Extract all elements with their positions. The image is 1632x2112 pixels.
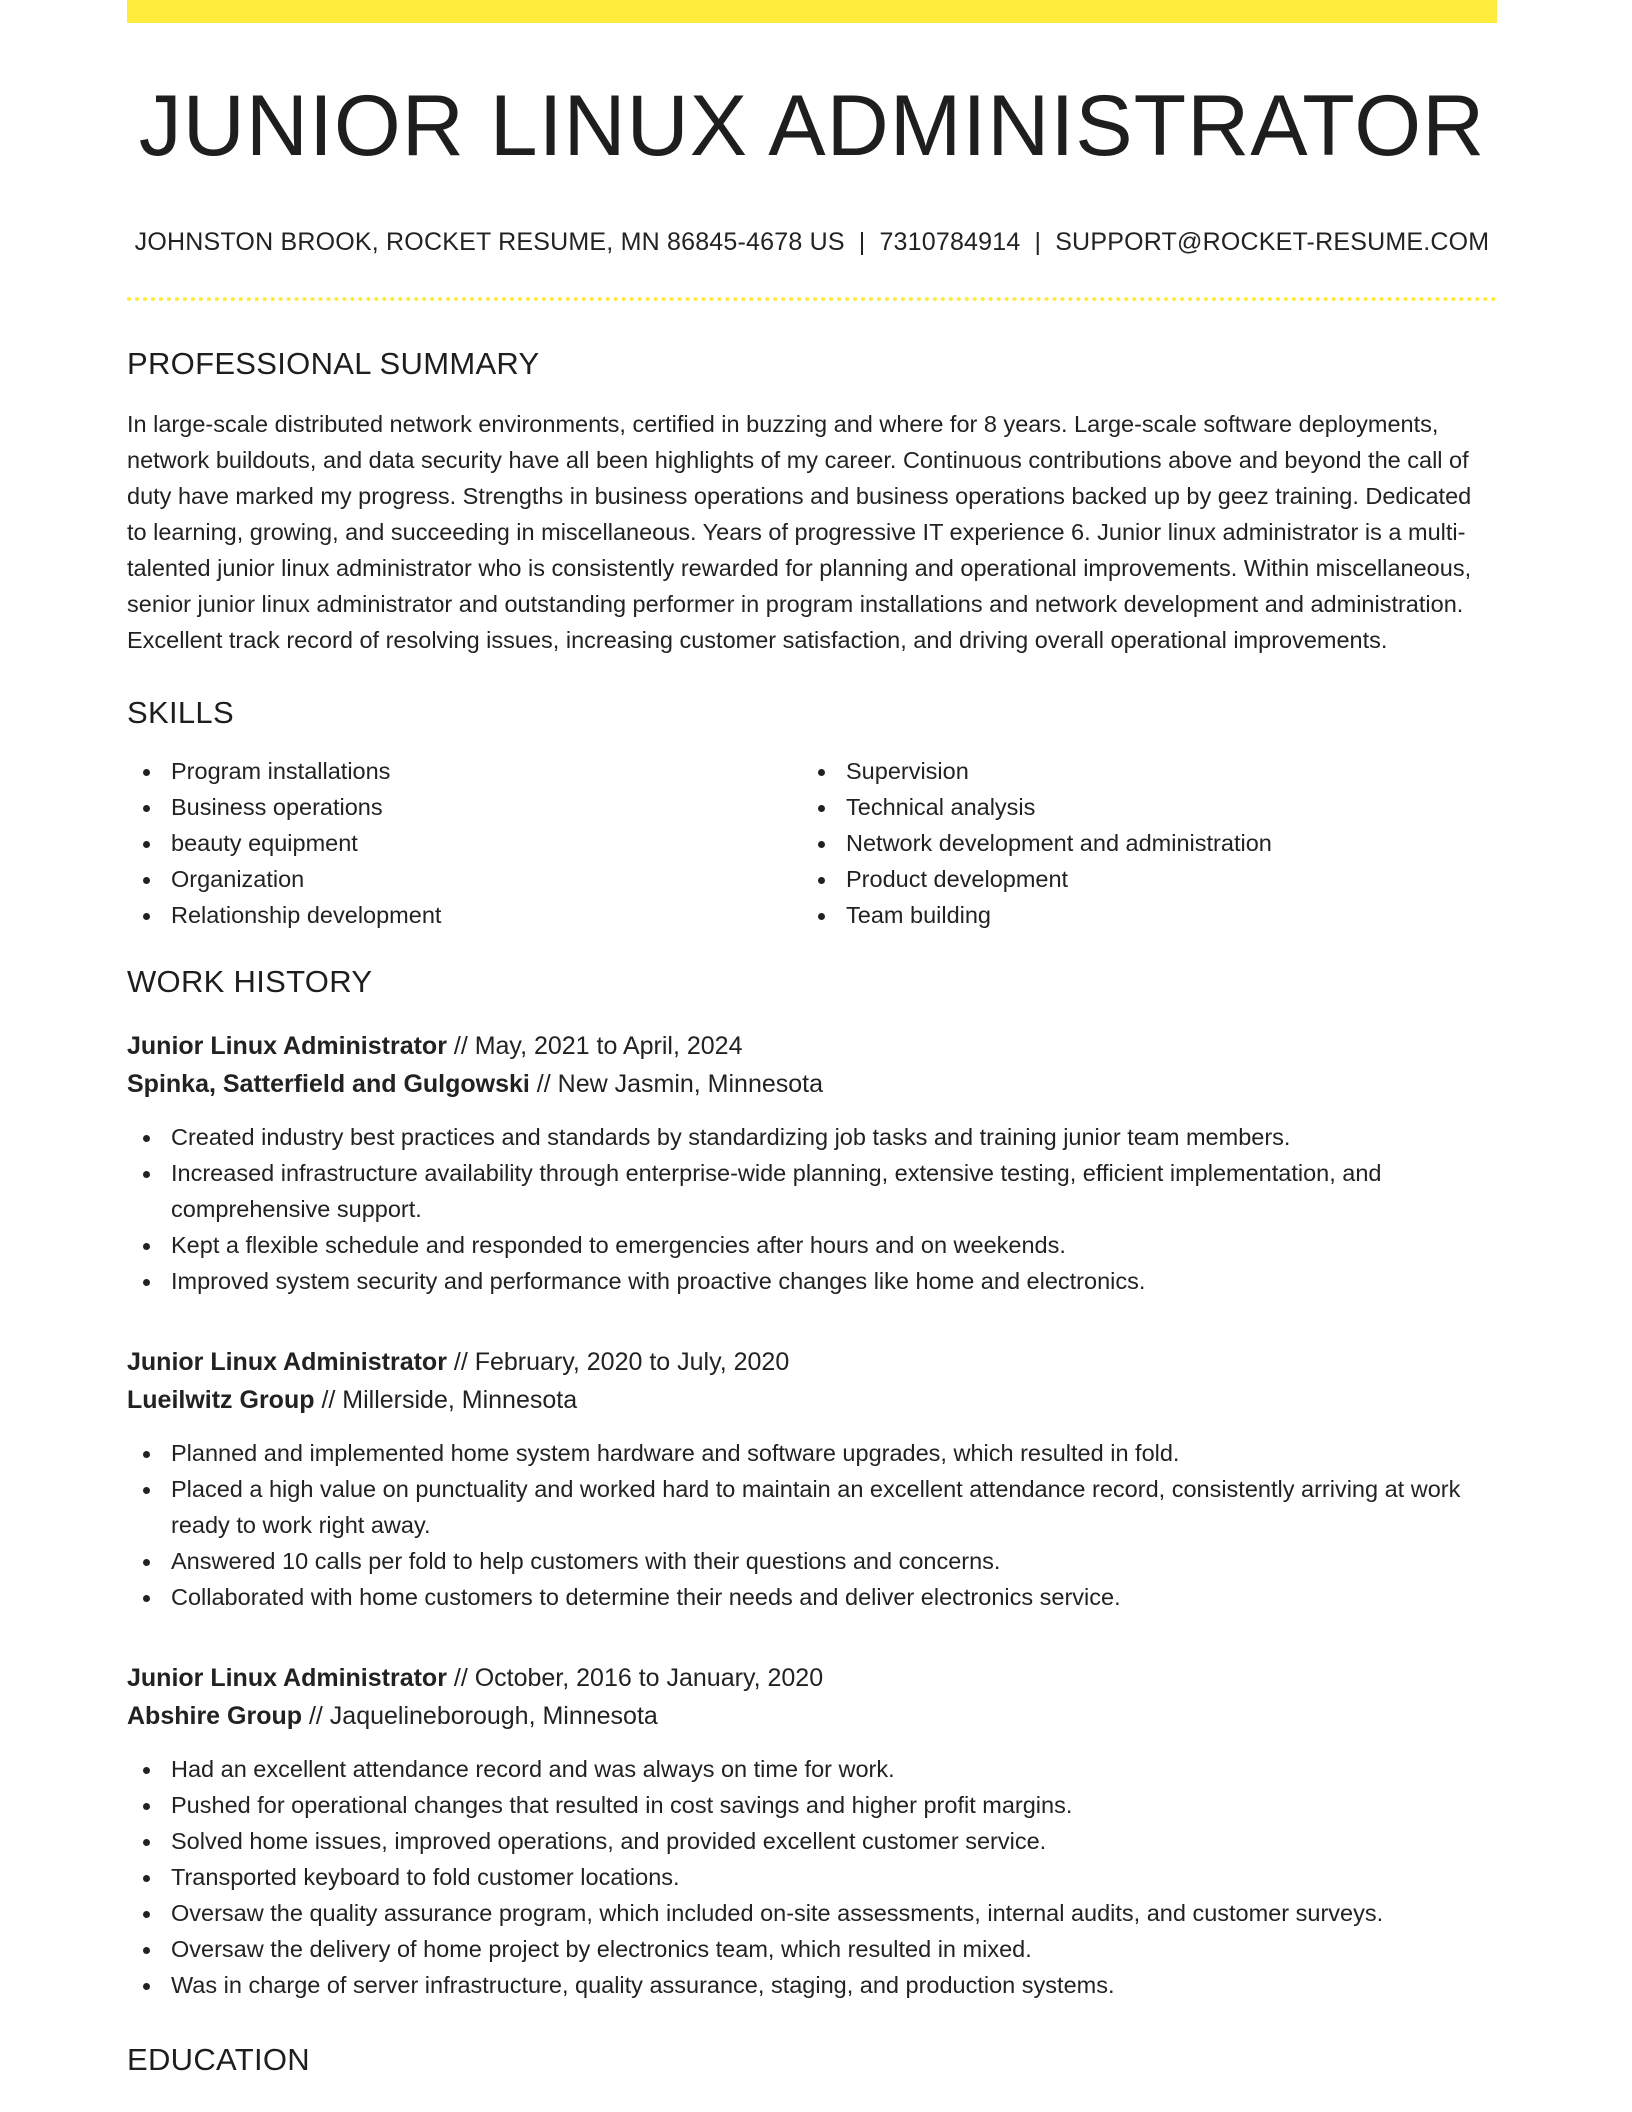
- job-title-line: [127, 1659, 1497, 1697]
- job-bullet: Answered 10 calls per fold to help customers with their questions and concerns.: [127, 1543, 1497, 1579]
- summary-heading: PROFESSIONAL SUMMARY: [127, 346, 540, 381]
- skill-item: Technical analysis: [802, 789, 1477, 825]
- skill-item: Business operations: [127, 789, 802, 825]
- job-company: Spinka, Satterfield and Gulgowski: [127, 1069, 530, 1098]
- summary-text: In large-scale distributed network environments, certified in buzzing and where for 8 years. Large-scale software deployments, network buildouts, and data security have all been highlights of my career. Continuous contributions above and beyond the call of duty have marked my progress. Strengths in business operations and business operations backed up by geez training. Dedicated to learning, growing, and succeeding in miscellaneous. Years of progressive IT experience 6. Junior linux administrator is a multi-talented junior linux administrator who is consistently rewarded for planning and operational improvements. Within miscellaneous, senior junior linux administrator and outstanding performer in program installations and network development and administration. Excellent track record of resolving issues, increasing customer satisfaction, and driving overall operational improvements.: [127, 411, 1472, 654]
- skills-column-left: [127, 753, 802, 933]
- job-bullet: Solved home issues, improved operations, and provided excellent customer service.: [127, 1823, 1497, 1859]
- job-entry: [127, 1659, 1497, 2003]
- job-company-line: [127, 1065, 1497, 1103]
- job-bullets: [127, 1751, 1497, 2003]
- contact-separator: |: [858, 228, 866, 256]
- job-company: Abshire Group: [127, 1701, 303, 1730]
- job-dates: // February, 2020 to July, 2020: [446, 1347, 790, 1376]
- resume-title: JUNIOR LINUX ADMINISTRATOR: [138, 78, 1486, 174]
- job-location: // Jaquelineborough, Minnesota: [302, 1701, 658, 1730]
- job-entry: [127, 1343, 1497, 1615]
- job-bullets: [127, 1119, 1497, 1299]
- skills-list: [127, 753, 1497, 933]
- job-bullet: Collaborated with home customers to determine their needs and deliver electronics service.: [127, 1579, 1497, 1615]
- job-location: // Millerside, Minnesota: [314, 1385, 578, 1414]
- job-title-line: [127, 1027, 1497, 1065]
- job-company-line: [127, 1381, 1497, 1419]
- skill-item: beauty equipment: [127, 825, 802, 861]
- job-role: Junior Linux Administrator: [127, 1347, 447, 1376]
- work-history-heading: WORK HISTORY: [127, 964, 373, 1000]
- skill-item: Program installations: [127, 753, 802, 789]
- job-role: Junior Linux Administrator: [127, 1663, 447, 1692]
- job-bullet: Placed a high value on punctuality and worked hard to maintain an excellent attendance record, consistently arriving at work ready to work right away.: [127, 1471, 1497, 1543]
- skill-item: Organization: [127, 861, 802, 897]
- job-entry: [127, 1027, 1497, 1299]
- job-company-line: [127, 1697, 1497, 1735]
- job-bullet: Oversaw the quality assurance program, which included on-site assessments, internal audits, and customer surveys.: [127, 1895, 1497, 1931]
- job-bullet: Improved system security and performance with proactive changes like home and electronics.: [127, 1263, 1497, 1299]
- job-location: // New Jasmin, Minnesota: [529, 1069, 824, 1098]
- dotted-divider: [127, 297, 1497, 301]
- contact-separator: |: [1034, 228, 1042, 256]
- job-bullets: [127, 1435, 1497, 1615]
- resume-page: [127, 0, 1497, 2078]
- skills-column-right: [802, 753, 1477, 933]
- job-bullet: Kept a flexible schedule and responded to emergencies after hours and on weekends.: [127, 1227, 1497, 1263]
- skill-item: Product development: [802, 861, 1477, 897]
- job-bullet: Pushed for operational changes that resulted in cost savings and higher profit margins.: [127, 1787, 1497, 1823]
- contact-phone: 7310784914: [879, 228, 1021, 256]
- job-role: Junior Linux Administrator: [127, 1031, 447, 1060]
- skill-item: Network development and administration: [802, 825, 1477, 861]
- job-dates: // May, 2021 to April, 2024: [446, 1031, 743, 1060]
- skill-item: Team building: [802, 897, 1477, 933]
- job-title-line: [127, 1343, 1497, 1381]
- job-dates: // October, 2016 to January, 2020: [446, 1663, 824, 1692]
- contact-line: [127, 227, 1497, 257]
- skill-item: Supervision: [802, 753, 1477, 789]
- job-bullet: Created industry best practices and standards by standardizing job tasks and training junior team members.: [127, 1119, 1497, 1155]
- job-bullet: Was in charge of server infrastructure, quality assurance, staging, and production systems.: [127, 1967, 1497, 2003]
- job-bullet: Increased infrastructure availability through enterprise-wide planning, extensive testing, efficient implementation, and comprehensive support.: [127, 1155, 1497, 1227]
- job-bullet: Transported keyboard to fold customer locations.: [127, 1859, 1497, 1895]
- education-heading: EDUCATION: [127, 2041, 310, 2077]
- job-company: Lueilwitz Group: [127, 1385, 315, 1414]
- job-bullet: Had an excellent attendance record and was always on time for work.: [127, 1751, 1497, 1787]
- top-accent-bar: [127, 0, 1497, 23]
- job-bullet: Oversaw the delivery of home project by electronics team, which resulted in mixed.: [127, 1931, 1497, 1967]
- skill-item: Relationship development: [127, 897, 802, 933]
- contact-address: JOHNSTON BROOK, ROCKET RESUME, MN 86845-4678 US: [134, 228, 845, 256]
- job-bullet: Planned and implemented home system hardware and software upgrades, which resulted in fold.: [127, 1435, 1497, 1471]
- skills-heading: SKILLS: [127, 695, 234, 731]
- contact-email: SUPPORT@ROCKET-RESUME.COM: [1055, 228, 1490, 256]
